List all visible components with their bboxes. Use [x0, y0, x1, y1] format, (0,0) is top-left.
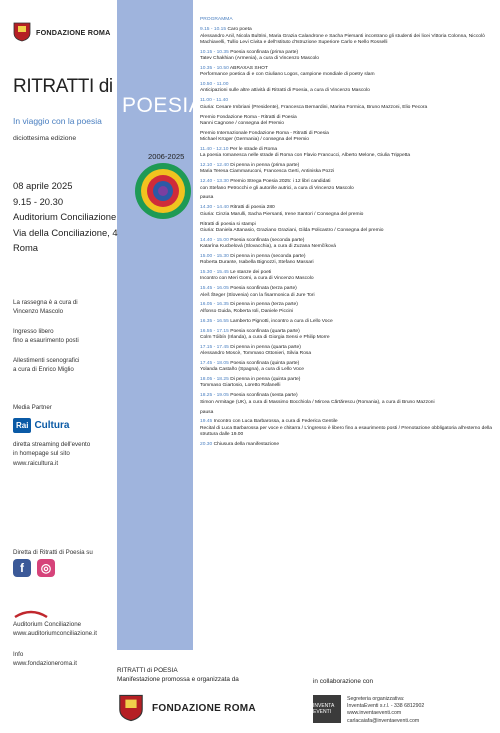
contact-line-1: Segreteria organizzativa: [347, 696, 405, 702]
footer-org-name: FONDAZIONE ROMA [152, 702, 256, 714]
program-detail: Giuria: Cinzia Marulli, Sacha Piersanti, Irene Santori / Consegna del premio [200, 211, 364, 217]
program-text: ABRAXAS SHOT [229, 65, 268, 71]
program-entry [200, 131, 495, 144]
footer-line-1: RITRATTI di POESIA [117, 667, 178, 674]
contact-link[interactable]: www.inventaeventi.com [347, 710, 402, 717]
program-text: Ritratti di poesia si stampi [200, 221, 256, 227]
contacts [347, 696, 424, 725]
program-detail: Michael Krüger (Germania) / consegna del Premio [200, 137, 310, 143]
program-time: 14.40 - 15.00 [200, 237, 229, 243]
program-time: 10.50 - 11.00 [200, 82, 229, 88]
program-text: Caro poeta [227, 27, 252, 33]
program-detail: Alfonso Guida, Roberta Ioli, Daniele Piccini [200, 308, 294, 314]
program-time: 18.05 - 18.25 [200, 377, 229, 383]
program-entry [200, 319, 495, 325]
program-entry [200, 329, 495, 342]
title-ritratti: RITRATTI di [13, 76, 113, 97]
program-text: Poesia sconfinata (quarta parte) [230, 328, 300, 334]
program-entry [200, 98, 495, 111]
program-text: Di penna in penna (seconda parte) [230, 253, 306, 259]
program-entry [200, 410, 495, 416]
program-entry [200, 195, 495, 201]
program-time: 16.05 - 16.35 [200, 302, 229, 308]
program-entry [200, 82, 495, 95]
auditorium-line-1: Auditorium Conciliazione [13, 621, 82, 628]
program-text: Premio Internazionale Fondazione Roma - Ritratti di Poesia [200, 130, 329, 136]
event-city: Roma [13, 242, 39, 253]
program-entry [200, 115, 495, 128]
program-entry [200, 27, 495, 46]
edition-label: diciottesima edizione [13, 135, 77, 142]
stream-line-2: in homepage sul sito [13, 450, 70, 458]
program-detail: La poesia romanesca nelle strade di Roma con Flavio Francucci, Alberto Melone, Giulia Trippetta [200, 153, 411, 159]
program-detail: Roberta Durante, Isabella Bignozzi, Stefano Massari [200, 260, 314, 266]
program-entry-heading [200, 195, 495, 201]
program-time: 19.45 [200, 419, 213, 425]
program-text: Premio Fondazione Roma - Ritratti di Poesia [200, 114, 297, 120]
crest-icon [13, 22, 31, 42]
program-text: Chiusura della manifestazione [213, 441, 280, 447]
header-logo [13, 22, 110, 42]
program-detail: Maria Teresa Ciammaruconi, Francesca Gerti, Antiniska Pozzi [200, 169, 335, 175]
program-text: Di penna in penna (quarta parte) [230, 344, 301, 350]
years-label: 2006-2025 [148, 152, 185, 161]
org-name: FONDAZIONE ROMA [36, 27, 111, 37]
sets-info [13, 356, 79, 375]
facebook-icon[interactable]: f [13, 559, 31, 577]
program-text: Poesia sconfinata (terza parte) [230, 286, 297, 292]
cultura-mark: Cultura [34, 420, 70, 431]
inventa-logo: INVENTA EVENTI [313, 695, 341, 723]
entry-line-2: fino a esaurimento posti [13, 337, 79, 345]
info-contacts [13, 650, 77, 669]
program-detail: Katarína Kucbelová (Slovacchia), a cura di Zuzana Nemčíková [200, 244, 336, 250]
program-entry [200, 254, 495, 267]
program-detail: Alessandro Anil, Nicola Bultrini, Maria Grazia Calandrone e Sacha Piersanti incontrano gli studenti dei licei Vittoria Colonna, Niccolò Machiavelli, Tullio Levi Civita e dell'Istituto d'Istruzione Superiore Carlo e Nello Rosselli [200, 33, 485, 45]
program-time: 12.40 - 13.30 [200, 179, 229, 185]
program-text: Incontro con Luca Barbarossa, a cura di Federica Gentile [213, 419, 338, 425]
program-entry [200, 66, 495, 79]
program-entry [200, 302, 495, 315]
program-entry [200, 147, 495, 160]
program-text: Lamberto Pignotti, incontro a cura di Lello Voce [230, 318, 333, 324]
program-time: 20.30 [200, 441, 213, 447]
program-entry [200, 345, 495, 358]
crest-icon [118, 694, 144, 722]
entry-line-1: Ingresso libero [13, 328, 54, 335]
program-text: Di penna in penna (quinta parte) [230, 377, 301, 383]
program-detail: Incontro con Meri Gorni, a cura di Vincenzo Mascolo [200, 276, 314, 282]
program-entry [200, 361, 495, 374]
event-date: 08 aprile 2025 [13, 180, 73, 191]
program-time: 17.45 - 18.05 [200, 360, 229, 366]
program-text: Le stanze dei poeti [230, 270, 272, 276]
program-time: 15.00 - 15.30 [200, 253, 229, 259]
program-entry-heading [200, 319, 495, 325]
program-time: 12.10 - 12.40 [200, 163, 229, 169]
event-details [13, 178, 118, 256]
program-entry [200, 205, 495, 218]
program-time: 10.35 - 10.50 [200, 65, 229, 71]
program-time: 11.40 - 12.10 [200, 146, 229, 152]
program-time: 17.15 - 17.45 [200, 344, 229, 350]
footer-logo [118, 694, 256, 722]
stream-info [13, 440, 90, 468]
program-time: 11.00 - 11.40 [200, 98, 229, 104]
program-entry [200, 393, 495, 406]
stream-line-1: diretta streaming dell'evento [13, 441, 91, 448]
program-entry [200, 163, 495, 176]
curated-line-1: La rassegna è a cura di [13, 299, 78, 306]
program-time: 16.55 - 17.15 [200, 328, 229, 334]
program-time: 16.35 - 16.55 [200, 318, 229, 324]
program-text: Poesia sconfinata (prima parte) [230, 49, 299, 55]
info-link[interactable]: www.fondazioneroma.it [13, 660, 77, 668]
program-entry [200, 50, 495, 63]
event-address: Via della Conciliazione, 4 [13, 226, 118, 238]
program-detail: Recital di Luca Barbarossa per voce e chitarra / L'ingresso è libero fino a esaurimento posti / Prenotazione obbligatoria all'esterno della struttura dalle 19.00 [200, 425, 492, 437]
curated-line-2: Vincenzo Mascolo [13, 308, 64, 316]
program-detail: Giuria: Daniela Attanasio, Graziano Graziani, Gilda Policastro / Consegna del premio [200, 227, 384, 233]
program-time: 10.15 - 10.35 [200, 49, 229, 55]
curated-by [13, 298, 78, 317]
program-detail: Yolanda Castaño (Spagna), a cura di Lello Voce [200, 367, 304, 373]
program-text: Premio Strega Poesia 2025: i 12 libri candidati [230, 179, 331, 185]
program-entry [200, 222, 495, 235]
contact-line-2: InventaEventi s.r.l. - 338 6812902 [347, 703, 425, 710]
program-detail: Alessandro Moscè, Tommaso Ottonieri, Silvia Rosa [200, 351, 312, 357]
program-detail: Colm Tóibín (Irlanda), a cura di Giorgia Sensi e Philip Morre [200, 334, 330, 340]
program-time: 15.30 - 15.45 [200, 270, 229, 276]
program-time: 15.45 - 16.05 [200, 286, 229, 292]
program-entry [200, 419, 495, 438]
program-detail: Tatev Chakhian (Armenia), a cura di Vincenzo Mascolo [200, 56, 319, 62]
program-entry [200, 179, 495, 192]
program-text: Poesia sconfinata (seconda parte) [230, 237, 305, 243]
program-entry [200, 442, 495, 448]
program-entry-heading [200, 442, 495, 448]
program-entry-heading [200, 410, 495, 416]
collab-label: in collaborazione con [313, 678, 374, 685]
info-label: Info [13, 651, 24, 658]
program-text: Poesia sconfinata (quinta parte) [230, 360, 300, 366]
program-text: pausa [200, 195, 214, 201]
auditorium-logo-icon [13, 607, 49, 619]
program-text: Di penna in penna (prima parte) [230, 163, 300, 169]
subtitle: In viaggio con la poesia [13, 116, 102, 126]
event-venue: Auditorium Conciliazione [13, 211, 117, 222]
event-time: 9.15 - 20.30 [13, 195, 64, 207]
program-detail: Aleš Šteger (Slovenia) con la fisarmonica di Jure Tori [200, 292, 315, 298]
contact-email[interactable]: carlacaiafa@inventaeventi.com [347, 717, 420, 724]
program-time: 9.15 - 10.15 [200, 27, 227, 33]
sets-line-2: a cura di Enrico Miglio [13, 366, 74, 374]
program-time: 14.30 - 14.40 [200, 205, 229, 211]
footer-left [117, 666, 239, 684]
program-title: PROGRAMMA [200, 17, 233, 22]
program-detail: Tommaso Giartosio, Loretto Rafanelli [200, 383, 281, 389]
entry-info [13, 327, 79, 346]
program-detail: con Stefano Petrocchi e gli autori/le autrici, a cura di Vincenzo Mascolo [200, 185, 354, 191]
program-entry [200, 286, 495, 299]
program-text: Poesia sconfinata (sesta parte) [230, 393, 298, 399]
program-entry [200, 377, 495, 390]
media-partner-label: Media Partner [13, 404, 52, 411]
program-entry [200, 238, 495, 251]
program-time: 18.25 - 19.05 [200, 393, 229, 399]
instagram-icon[interactable]: ◎ [37, 559, 55, 577]
concentric-circles-logo [134, 162, 192, 220]
social-icons [13, 559, 55, 577]
program-text: Per le strade di Roma [229, 146, 278, 152]
program-detail: Giuria: Cesare Imbriani (Presidente), Francesca Bernardini, Marina Formica, Bruno Mazzoni, Elio Pecora [200, 104, 428, 110]
sets-line-1: Allestimenti scenografici [13, 357, 80, 364]
social-label: Diretta di Ritratti di Poesia su [13, 549, 93, 556]
title-poesia: POESIA [122, 94, 204, 117]
program-list [200, 17, 495, 452]
auditorium-info [13, 620, 97, 639]
program-text: Di penna in penna (terza parte) [230, 302, 298, 308]
stream-link[interactable]: www.raicultura.it [13, 459, 59, 467]
footer-line-2: Manifestazione promossa e organizzata da [117, 676, 239, 683]
program-detail: Anticipazioni sulle altre attività di Ritratti di Poesia, a cura di Vincenzo Mascolo [200, 88, 370, 94]
program-entry [200, 270, 495, 283]
program-detail: Performance poetica di e con Giuliano Logos, campione mondiale di poetry slam [200, 72, 375, 78]
program-text: pausa [200, 409, 214, 415]
program-text: Ritratti di poesia 280 [230, 205, 275, 211]
program-detail: Nanni Cagnone / consegna del Premio [200, 120, 285, 126]
rai-cultura-logo [13, 418, 69, 433]
rai-mark: Rai [13, 418, 31, 433]
program-detail: Simon Armitage (UK), a cura di Massimo Bocchiola / Mircea Cărtărescu (Romania), a cura di Bruno Mazzoni [200, 399, 435, 405]
auditorium-link[interactable]: www.auditoriumconciliazione.it [13, 630, 97, 638]
